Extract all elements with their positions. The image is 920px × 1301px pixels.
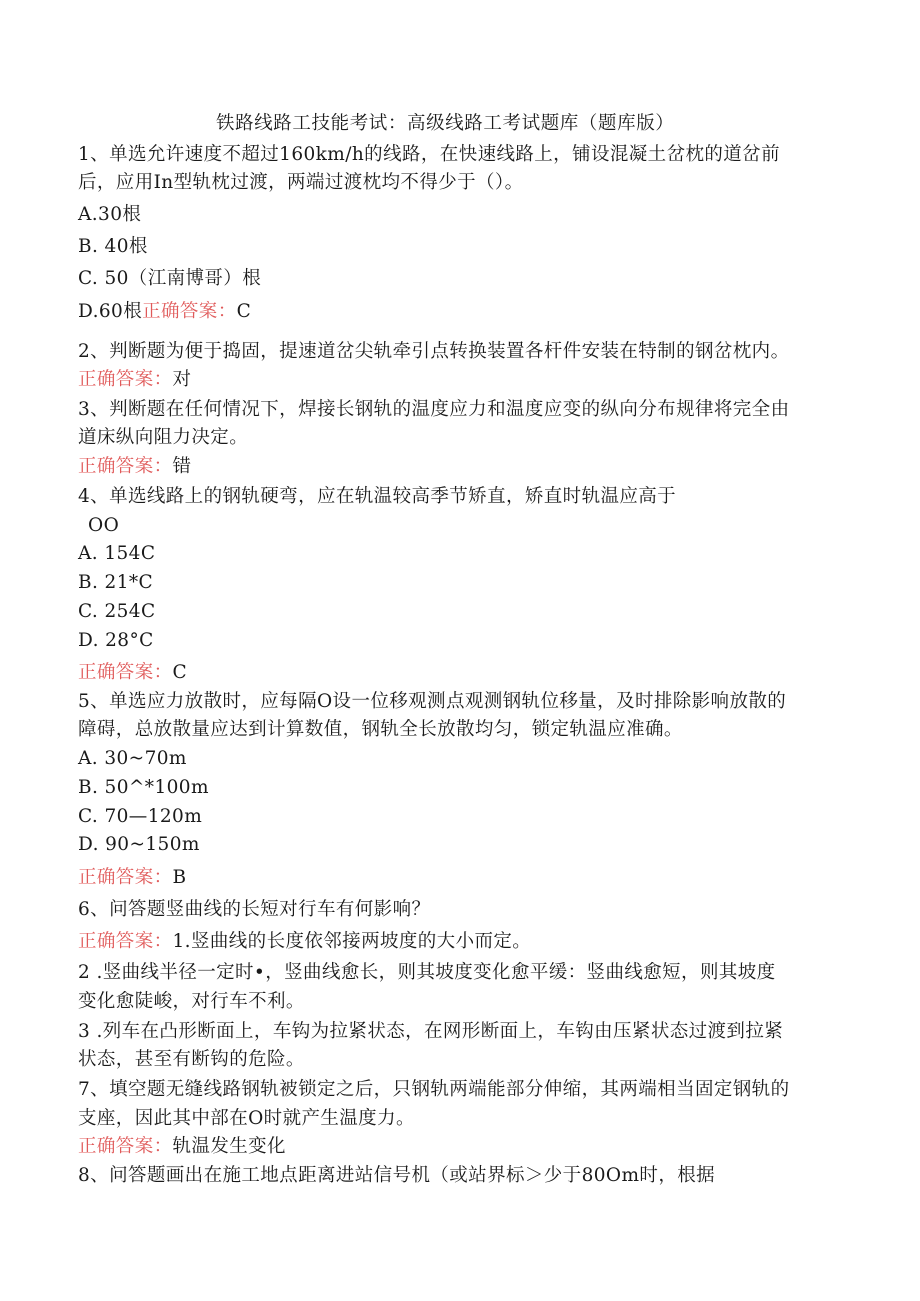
q7-answer-label: 正确答案： (78, 1136, 173, 1157)
q8-stem-line1: 8、问答题画出在施工地点距离进站信号机（或站界标＞少于80Om时，根据 (78, 1165, 716, 1186)
q2-answer-line (78, 368, 191, 392)
q3-answer-label: 正确答案： (78, 456, 173, 477)
q7-answer-line (78, 1135, 286, 1159)
q6-answer-label: 正确答案： (78, 931, 173, 952)
q3-stem-line2: 道床纵向阻力决定。 (78, 427, 249, 448)
q1-answer: C (236, 301, 252, 322)
q7-stem-line1: 7、填空题无缝线路钢轨被锁定之后，只钢轨两端能部分伸缩，其两端相当固定钢轨的 (78, 1079, 790, 1100)
q2-answer: 对 (172, 369, 192, 390)
q2-answer-label: 正确答案： (78, 369, 173, 390)
q1-option-a: A.30根 (78, 204, 142, 225)
q6-extra-line1: 2 .竖曲线半径一定时•，竖曲线愈长，则其坡度变化愈平缓：竖曲线愈短，则其坡度 (78, 962, 776, 983)
q5-answer-label: 正确答案： (78, 867, 173, 888)
q1-stem-line1: 1、单选允许速度不超过160km/h的线路，在快速线路上，铺设混凝土岔枕的道岔前 (78, 144, 780, 165)
q1-option-c: C. 50（江南博哥）根 (78, 268, 262, 289)
q3-stem-line1: 3、判断题在任何情况下，焊接长钢轨的温度应力和温度应变的纵向分布规律将完全由 (78, 399, 790, 420)
q5-stem-line2: 障碍，总放散量应达到计算数值，钢轨全长放散均匀，锁定轨温应准确。 (78, 719, 683, 740)
q6-extra-line2: 变化愈陡峻，对行车不利。 (78, 991, 305, 1012)
q1-option-b: B. 40根 (78, 236, 148, 257)
q5-option-a: A. 30~70m (78, 748, 187, 769)
q6-stem-line1: 6、问答题竖曲线的长短对行车有何影响？ (78, 899, 431, 920)
q3-answer-line (78, 455, 191, 479)
q4-stem-line1: 4、单选线路上的钢轨硬弯，应在轨温较高季节矫直，矫直时轨温应高于 (78, 486, 677, 507)
q7-stem-line2: 支座，因此其中部在O时就产生温度力。 (78, 1108, 415, 1129)
q6-extra-line3: 3 .列车在凸形断面上，车钩为拉紧状态，在网形断面上，车钩由压紧状态过渡到拉紧 (78, 1021, 784, 1042)
q5-option-b: B. 50^*100m (78, 777, 209, 798)
q4-option-c: C. 254C (78, 601, 156, 622)
q5-option-c: C. 70—120m (78, 806, 203, 827)
q5-answer-line (78, 866, 187, 890)
document-title: 铁路线路工技能考试：高级线路工考试题库（题库版） (216, 113, 675, 134)
q5-option-d: D. 90~150m (78, 834, 200, 855)
q4-answer-label: 正确答案： (78, 662, 173, 683)
q4-option-a: A. 154C (78, 543, 156, 564)
q4-option-d: D. 28°C (78, 630, 154, 651)
q6-answer-line (78, 930, 531, 954)
q4-answer: C (172, 662, 188, 683)
q6-extra-line4: 状态，甚至有断钩的危险。 (78, 1049, 305, 1070)
q1-option-d: D.60根 (78, 301, 143, 322)
q2-stem-line1: 2、判断题为便于捣固，提速道岔尖轨牵引点转换装置各杆件安装在特制的钢岔枕内。 (78, 341, 790, 362)
q6-answer: 1.竖曲线的长度依邻接两坡度的大小而定。 (172, 931, 532, 952)
q5-answer: B (172, 867, 187, 888)
q4-answer-line (78, 661, 187, 685)
q4-option-b: B. 21*C (78, 572, 154, 593)
q4-stem-line2: OO (88, 515, 120, 536)
q1-answer-label: 正确答案： (142, 301, 237, 322)
q1-option-d-answer-line (78, 300, 251, 324)
q5-stem-line1: 5、单选应力放散时，应每隔O设一位移观测点观测钢轨位移量，及时排除影响放散的 (78, 691, 787, 712)
q3-answer: 错 (172, 456, 192, 477)
q7-answer: 轨温发生变化 (172, 1136, 286, 1157)
q1-stem-line2: 后，应用In型轨枕过渡，两端过渡枕均不得少于（）。 (78, 172, 524, 193)
